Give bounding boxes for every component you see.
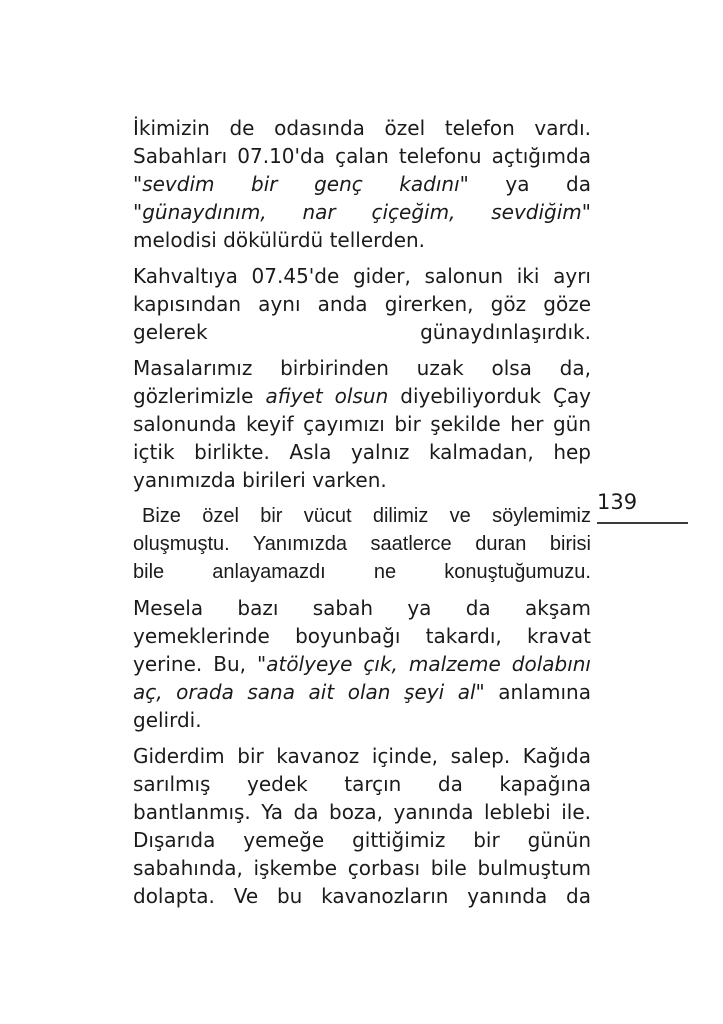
text-line bbox=[133, 466, 591, 494]
italic-text-segment: sevdim bir genç kadını bbox=[142, 172, 460, 196]
text-segment: Mesela bazı sabah ya da akşam bbox=[133, 596, 591, 620]
text-line bbox=[133, 770, 591, 798]
text-segment: Bize özel bir vücut dilimiz ve söylemimiz bbox=[142, 505, 591, 527]
italic-text-segment: afiyet olsun bbox=[265, 384, 389, 408]
text-line bbox=[133, 142, 591, 170]
text-segment: İkimizin de odasında özel telefon vardı. bbox=[133, 116, 591, 140]
text-segment: gelerek günaydınlaşırdık. bbox=[133, 320, 591, 344]
text-segment: Masalarımız birbirinden uzak olsa da, bbox=[133, 356, 591, 380]
text-line bbox=[133, 622, 591, 650]
text-segment: Giderdim bir kavanoz içinde, salep. Kağıda bbox=[133, 744, 591, 768]
page-number-block bbox=[597, 489, 688, 524]
italic-text-segment: atölyeye çık, malzeme dolabını bbox=[266, 652, 591, 676]
text-segment: Kahvaltıya 07.45'de gider, salonun iki ayrı bbox=[133, 264, 591, 288]
italic-text-segment: aç, orada sana ait olan şeyi al bbox=[133, 680, 476, 704]
text-line bbox=[133, 382, 591, 410]
italic-text-segment: günaydınım, nar çiçeğim, sevdiğim bbox=[142, 200, 582, 224]
text-segment: bile anlayamazdı ne konuştuğumuzu. bbox=[133, 561, 591, 583]
page-number: 139 bbox=[597, 489, 688, 524]
text-line bbox=[133, 410, 591, 438]
paragraph-2 bbox=[133, 262, 591, 346]
text-segment: kapısından aynı anda girerken, göz göze bbox=[133, 292, 591, 316]
text-line bbox=[133, 706, 591, 734]
text-line bbox=[133, 594, 591, 622]
text-line bbox=[133, 742, 591, 770]
text-segment: yemeklerinde boyunbağı takardı, kravat bbox=[133, 624, 591, 648]
paragraph-4 bbox=[133, 502, 591, 586]
text-segment: " bbox=[133, 200, 143, 224]
text-segment: gelirdi. bbox=[133, 708, 202, 732]
text-segment: oluşmuştu. Yanımızda saatlerce duran birisi bbox=[133, 533, 591, 555]
text-segment: dolapta. Ve bu kavanozların yanında da bbox=[133, 884, 591, 908]
text-segment: gözlerimizle bbox=[133, 384, 266, 408]
text-line bbox=[133, 558, 591, 586]
text-line bbox=[133, 354, 591, 382]
text-segment: " anlamına bbox=[475, 680, 591, 704]
text-segment: " bbox=[581, 200, 591, 224]
text-segment: Sabahları 07.10'da çalan telefonu açtığımda bbox=[133, 144, 591, 168]
text-segment: " bbox=[133, 172, 143, 196]
text-segment: salonunda keyif çayımızı bir şekilde her gün bbox=[133, 412, 591, 436]
text-line bbox=[133, 502, 591, 530]
text-line bbox=[133, 826, 591, 854]
text-segment: " ya da bbox=[459, 172, 591, 196]
paragraph-6 bbox=[133, 742, 591, 910]
text-line bbox=[133, 530, 591, 558]
text-column bbox=[133, 114, 591, 918]
paragraph-5 bbox=[133, 594, 591, 734]
paragraph-1 bbox=[133, 114, 591, 254]
text-line bbox=[133, 882, 591, 910]
text-line bbox=[133, 226, 591, 254]
text-line bbox=[133, 290, 591, 318]
text-segment: diyebiliyorduk Çay bbox=[388, 384, 591, 408]
text-line bbox=[133, 798, 591, 826]
text-segment: sarılmış yedek tarçın da kapağına bbox=[133, 772, 591, 796]
text-line bbox=[133, 678, 591, 706]
text-line bbox=[133, 170, 591, 198]
text-segment: sabahında, işkembe çorbası bile bulmuştum bbox=[133, 856, 591, 880]
text-segment: melodisi dökülürdü tellerden. bbox=[133, 228, 426, 252]
text-segment: Dışarıda yemeğe gittiğimiz bir günün bbox=[133, 828, 591, 852]
text-line bbox=[133, 262, 591, 290]
text-line bbox=[133, 318, 591, 346]
text-segment: bantlanmış. Ya da boza, yanında leblebi ile. bbox=[133, 800, 591, 824]
text-line bbox=[133, 438, 591, 466]
text-segment: içtik birlikte. Asla yalnız kalmadan, hep bbox=[133, 440, 591, 464]
text-segment: yanımızda birileri varken. bbox=[133, 468, 387, 492]
text-line bbox=[133, 198, 591, 226]
text-line bbox=[133, 854, 591, 882]
text-line bbox=[133, 650, 591, 678]
text-line bbox=[133, 114, 591, 142]
text-segment: yerine. Bu, " bbox=[133, 652, 267, 676]
paragraph-3 bbox=[133, 354, 591, 494]
